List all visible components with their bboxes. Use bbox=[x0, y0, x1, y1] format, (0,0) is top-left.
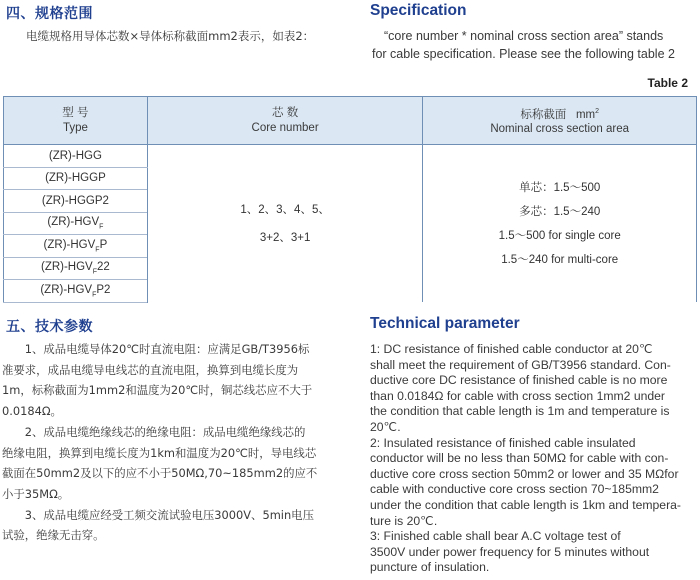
area-cell bbox=[423, 145, 697, 303]
section5-en-line: 20℃. bbox=[370, 419, 401, 434]
section5-en-line: under the condition that cable length is 1km and tempera- bbox=[370, 497, 681, 512]
section5-cn-line: 准要求，成品电缆导电线芯的直流电阻，换算到电缆长度为 bbox=[2, 362, 299, 377]
type-main: (ZR)-HGGP2 bbox=[41, 194, 109, 207]
section5-cn-line: 试验，绝缘无击穿。 bbox=[2, 528, 105, 543]
section5-en-line: 1: DC resistance of finished cable conductor at 20℃ bbox=[370, 342, 653, 356]
area-line4: 1.5～240 for multi-core bbox=[501, 253, 619, 266]
section4-body-en-line1: “core number * nominal cross section area” stands bbox=[384, 29, 664, 43]
header-area-en: Nominal cross section area bbox=[490, 123, 630, 136]
table-label: Table 2 bbox=[647, 76, 688, 90]
header-core-cn: 芯 数 bbox=[272, 106, 299, 119]
type-main: (ZR)-HGGP bbox=[45, 172, 106, 185]
table-row bbox=[4, 145, 697, 168]
table-header-row bbox=[4, 97, 697, 145]
section5-en-line: cable with conductive core cross section 70~185mm2 bbox=[370, 482, 659, 497]
type-cell bbox=[4, 167, 148, 190]
section5-en-line: ductive core DC resistance of finished cable is no more bbox=[370, 373, 668, 388]
section4-title-cn: 四、规格范围 bbox=[6, 6, 93, 22]
area-line1: 单芯：1.5～500 bbox=[519, 181, 601, 194]
section5-en-line: than 0.0184Ω for cable with cross section 1mm2 under bbox=[370, 388, 665, 403]
section5-body-cn bbox=[2, 339, 352, 546]
core-number-cell bbox=[147, 145, 423, 303]
section4-body-en bbox=[372, 28, 700, 63]
type-main: (ZR)-HGV bbox=[40, 283, 93, 296]
section4-title-en: Specification bbox=[370, 2, 467, 19]
section5-cn-line: 3、成品电缆应经受工频交流试验电压3000V、5min电压 bbox=[2, 507, 314, 522]
section5-en-line: 3: Finished cable shall bear A.C voltage test of bbox=[370, 529, 621, 544]
section5-title-cn: 五、技术参数 bbox=[6, 319, 93, 335]
section5-cn-line: 小于35MΩ。 bbox=[2, 486, 70, 501]
section5-cn-line: 绝缘电阻，换算到电缆长度为1km和温度为20℃时，导电线芯 bbox=[2, 445, 317, 460]
area-line3: 1.5～500 for single core bbox=[498, 229, 621, 242]
section5-en-line: 2: Insulated resistance of finished cable insulated bbox=[370, 435, 636, 450]
type-main: (ZR)-HGV bbox=[40, 261, 93, 274]
core-number-line1: 1、2、3、4、5、 bbox=[240, 203, 330, 216]
header-type-cn: 型 号 bbox=[62, 106, 89, 119]
type-cell bbox=[4, 235, 148, 258]
header-area-unit: mm bbox=[575, 108, 596, 121]
type-tail: 22 bbox=[97, 261, 110, 274]
header-core bbox=[147, 97, 423, 145]
section5-cn-line: 0.0184Ω。 bbox=[2, 404, 62, 419]
section5-en-line: conductor will be no less than 50MΩ for cable with con- bbox=[370, 451, 669, 466]
section5-cn-line: 截面在50mm2及以下的应不小于50MΩ,70~185mm2的应不 bbox=[2, 466, 318, 481]
type-cell bbox=[4, 257, 148, 280]
type-tail: P bbox=[99, 238, 108, 251]
core-number-line2: 3+2、3+1 bbox=[259, 231, 311, 244]
section4-body-cn: 电缆规格用导体芯数×导体标称截面mm2表示，如表2： bbox=[26, 29, 315, 43]
header-area-cn-line bbox=[423, 104, 696, 123]
header-core-en: Core number bbox=[251, 121, 319, 134]
type-sub: F bbox=[99, 223, 104, 231]
section5-cn-line: 1、成品电缆导体20℃时直流电阻：应满足GB/T3956标 bbox=[2, 342, 310, 356]
section5-cn-line: 1m，标称截面为1mm2和温度为20℃时，铜芯线芯应不大于 bbox=[2, 383, 313, 398]
header-area-unit-sup: 2 bbox=[595, 107, 600, 115]
section5-cn-line: 2、成品电缆绝缘线芯的绝缘电阻：成品电缆绝缘线芯的 bbox=[2, 424, 306, 439]
section4-body-en-line2: for cable specification. Please see the following table 2 bbox=[372, 46, 675, 61]
type-sub: F bbox=[92, 290, 97, 298]
type-cell bbox=[4, 190, 148, 213]
header-type-en: Type bbox=[62, 121, 88, 134]
section5-title-en: Technical parameter bbox=[370, 315, 520, 332]
header-type bbox=[4, 97, 148, 145]
type-sub: F bbox=[95, 245, 100, 253]
type-main: (ZR)-HGG bbox=[48, 149, 102, 162]
header-area bbox=[423, 97, 697, 145]
type-tail: P2 bbox=[96, 283, 111, 296]
type-cell bbox=[4, 280, 148, 303]
section5-en-line: shall meet the requirement of GB/T3956 standard. Con- bbox=[370, 357, 671, 372]
section5-en-line: the condition that cable length is 1m and temperature is bbox=[370, 404, 670, 419]
area-line2: 多芯：1.5～240 bbox=[519, 205, 601, 218]
spec-table bbox=[3, 96, 697, 303]
section5-en-line: ture is 20℃. bbox=[370, 513, 438, 528]
type-main: (ZR)-HGV bbox=[43, 238, 96, 251]
section5-en-line: puncture of insulation. bbox=[370, 560, 490, 575]
type-sub: F bbox=[92, 268, 98, 276]
type-main: (ZR)-HGV bbox=[47, 216, 100, 229]
section5-body-en bbox=[370, 342, 700, 576]
type-cell bbox=[4, 212, 148, 235]
section5-en-line: 3500V under power frequency for 5 minutes without bbox=[370, 544, 650, 559]
header-area-cn: 标称截面 bbox=[520, 108, 567, 121]
section5-en-line: ductive core cross section 50mm2 or lower and 35 MΩfor bbox=[370, 466, 679, 481]
type-cell bbox=[4, 145, 148, 168]
